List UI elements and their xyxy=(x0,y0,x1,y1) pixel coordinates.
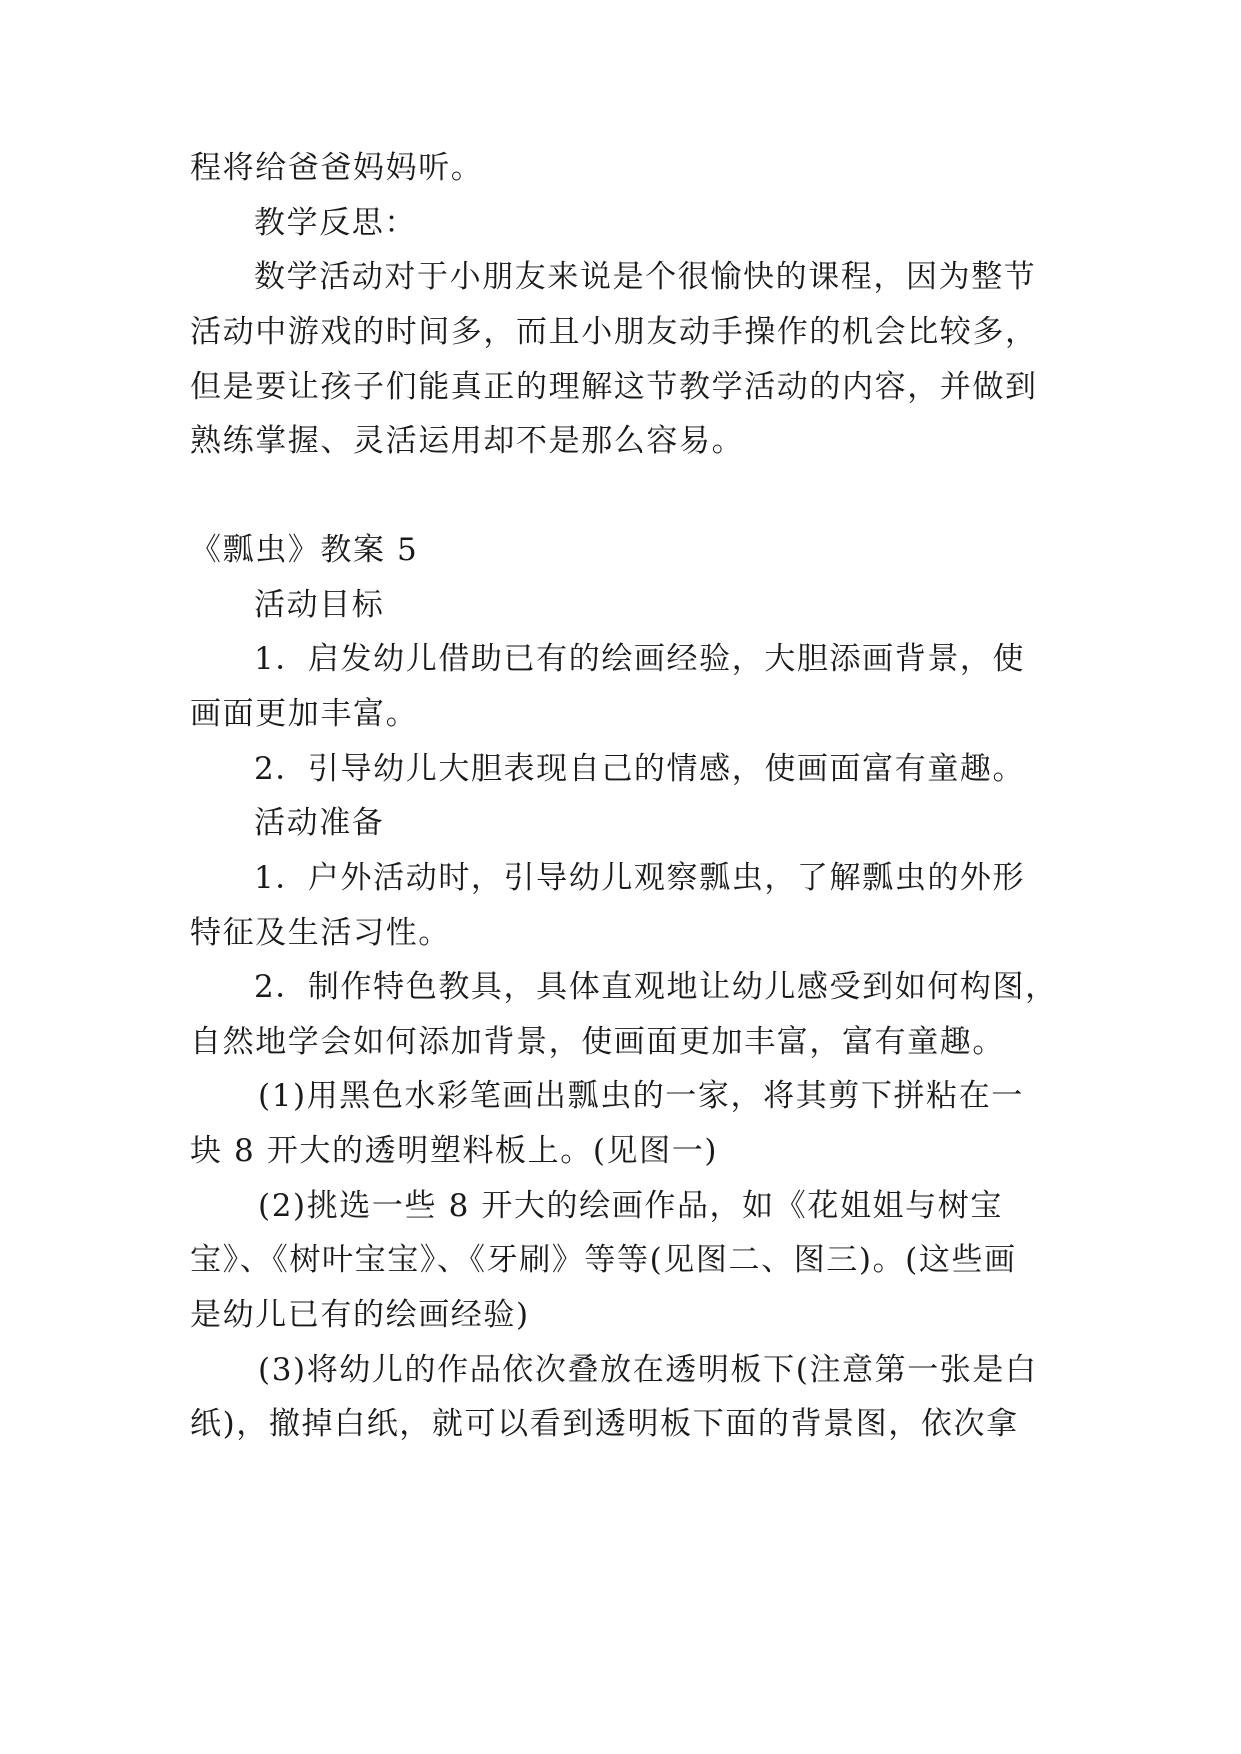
lesson-title: 《瓢虫》教案 5 xyxy=(190,532,419,568)
paragraph-line: 数学活动对于小朋友来说是个很愉快的课程，因为整节 xyxy=(254,259,1037,295)
paragraph-line: 特征及生活习性。 xyxy=(190,915,451,951)
paragraph-line: (2)挑选一些 8 开大的绘画作品，如《花姐姐与树宝 xyxy=(258,1188,1003,1224)
paragraph-line: 1．启发幼儿借助已有的绘画经验，大胆添画背景，使 xyxy=(254,641,1026,677)
paragraph-line: 活动中游戏的时间多，而且小朋友动手操作的机会比较多， xyxy=(190,314,1038,350)
paragraph-line: 是幼儿已有的绘画经验) xyxy=(190,1297,530,1333)
paragraph-line: 但是要让孩子们能真正的理解这节教学活动的内容，并做到 xyxy=(190,369,1038,405)
paragraph-line: 画面更加丰富。 xyxy=(190,696,419,732)
paragraph-line: 自然地学会如何添加背景，使画面更加丰富，富有童趣。 xyxy=(190,1024,1005,1060)
paragraph-line: 程将给爸爸妈妈听。 xyxy=(190,150,484,186)
paragraph-line: (3)将幼儿的作品依次叠放在透明板下(注意第一张是白 xyxy=(258,1352,1038,1388)
section-heading-activity-goals: 活动目标 xyxy=(254,587,385,623)
paragraph-line: (1)用黑色水彩笔画出瓢虫的一家，将其剪下拼粘在一 xyxy=(258,1078,1024,1114)
paragraph-line: 2．制作特色教具，具体直观地让幼儿感受到如何构图， xyxy=(254,969,1058,1005)
paragraph-line: 纸)，撤掉白纸，就可以看到透明板下面的背景图，依次拿 xyxy=(190,1406,1019,1442)
paragraph-line: 2．引导幼儿大胆表现自己的情感，使画面富有童趣。 xyxy=(254,751,1026,787)
paragraph-line: 熟练掌握、灵活运用却不是那么容易。 xyxy=(190,423,745,459)
paragraph-line: 宝》、《树叶宝宝》、《牙刷》等等(见图二、图三)。(这些画 xyxy=(190,1242,1017,1278)
paragraph-line: 1．户外活动时，引导幼儿观察瓢虫，了解瓢虫的外形 xyxy=(254,860,1026,896)
section-heading-activity-preparation: 活动准备 xyxy=(254,805,385,841)
section-heading-teaching-reflection: 教学反思： xyxy=(254,205,417,241)
paragraph-line: 块 8 开大的透明塑料板上。(见图一) xyxy=(190,1133,719,1169)
